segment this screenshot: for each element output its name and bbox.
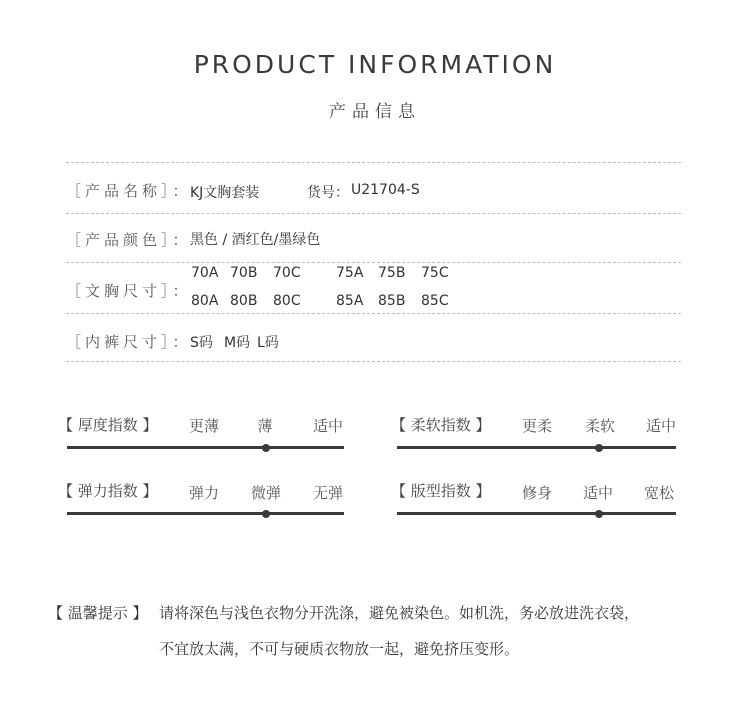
bra-size-label: ［文胸尺寸］： — [66, 282, 192, 300]
panty-size-cell: M码 — [224, 335, 251, 351]
bra-size-cell: 80B — [230, 293, 258, 309]
fit-slider-track — [397, 512, 676, 515]
bra-size-cell: 85A — [336, 293, 364, 309]
fit-option: 适中 — [582, 484, 613, 502]
panty-size-label: ［内裤尺寸］： — [66, 333, 192, 351]
fit-option: 宽松 — [643, 484, 674, 502]
fit-slider-marker — [595, 510, 603, 518]
bra-size-cell: 70B — [230, 265, 258, 281]
softness-option: 更柔 — [521, 417, 552, 435]
title-cn: 产品信息 — [329, 102, 421, 122]
thickness-slider-track — [67, 446, 344, 449]
color-label: ［产品颜色］： — [66, 231, 192, 249]
product-name-label: ［产品名称］： — [66, 182, 192, 200]
elasticity-slider-marker — [262, 510, 270, 518]
warm-tip-label: 【 温馨提示 】 — [48, 604, 148, 622]
thickness-option: 更薄 — [188, 417, 219, 435]
softness-option: 柔软 — [584, 417, 615, 435]
bra-size-cell: 80C — [273, 293, 301, 309]
elasticity-option: 微弹 — [250, 484, 281, 502]
bra-size-cell: 75A — [336, 265, 364, 281]
bra-size-cell: 75C — [421, 265, 449, 281]
sku-value: U21704-S — [351, 182, 420, 198]
bra-size-cell: 70A — [191, 265, 219, 281]
softness-index-title: 【 柔软指数 】 — [391, 416, 491, 434]
softness-option: 适中 — [645, 417, 676, 435]
bra-size-cell: 70C — [273, 265, 301, 281]
elasticity-option: 弹力 — [188, 484, 219, 502]
divider — [66, 162, 681, 163]
elasticity-index-title: 【 弹力指数 】 — [58, 482, 158, 500]
bra-size-cell: 85C — [421, 293, 449, 309]
panty-size-cell: S码 — [190, 335, 213, 351]
softness-slider-track — [397, 446, 676, 449]
warm-tip-line-1: 请将深色与浅色衣物分开洗涤，避免被染色。如机洗，务必放进洗衣袋， — [159, 604, 640, 622]
panty-size-cell: L码 — [257, 335, 279, 351]
elasticity-slider-track — [67, 512, 344, 515]
elasticity-option: 无弹 — [312, 484, 343, 502]
sku-label: 货号： — [307, 185, 349, 201]
thickness-index-title: 【 厚度指数 】 — [58, 416, 158, 434]
divider — [66, 313, 681, 314]
softness-slider-marker — [595, 444, 603, 452]
color-value: 黑色 / 酒红色/墨绿色 — [190, 232, 321, 248]
divider — [66, 213, 681, 214]
bra-size-cell: 75B — [378, 265, 406, 281]
thickness-option: 薄 — [257, 417, 273, 435]
fit-option: 修身 — [521, 484, 552, 502]
thickness-slider-marker — [262, 444, 270, 452]
warm-tip-line-2: 不宜放太满，不可与硬质衣物放一起，避免挤压变形。 — [159, 640, 520, 658]
title-en: PRODUCT INFORMATION — [193, 50, 557, 79]
divider — [66, 262, 681, 263]
thickness-option: 适中 — [312, 417, 343, 435]
bra-size-cell: 85B — [378, 293, 406, 309]
bra-size-cell: 80A — [191, 293, 219, 309]
product-name-value: KJ文胸套装 — [190, 185, 260, 201]
fit-index-title: 【 版型指数 】 — [391, 482, 491, 500]
divider — [66, 361, 681, 362]
